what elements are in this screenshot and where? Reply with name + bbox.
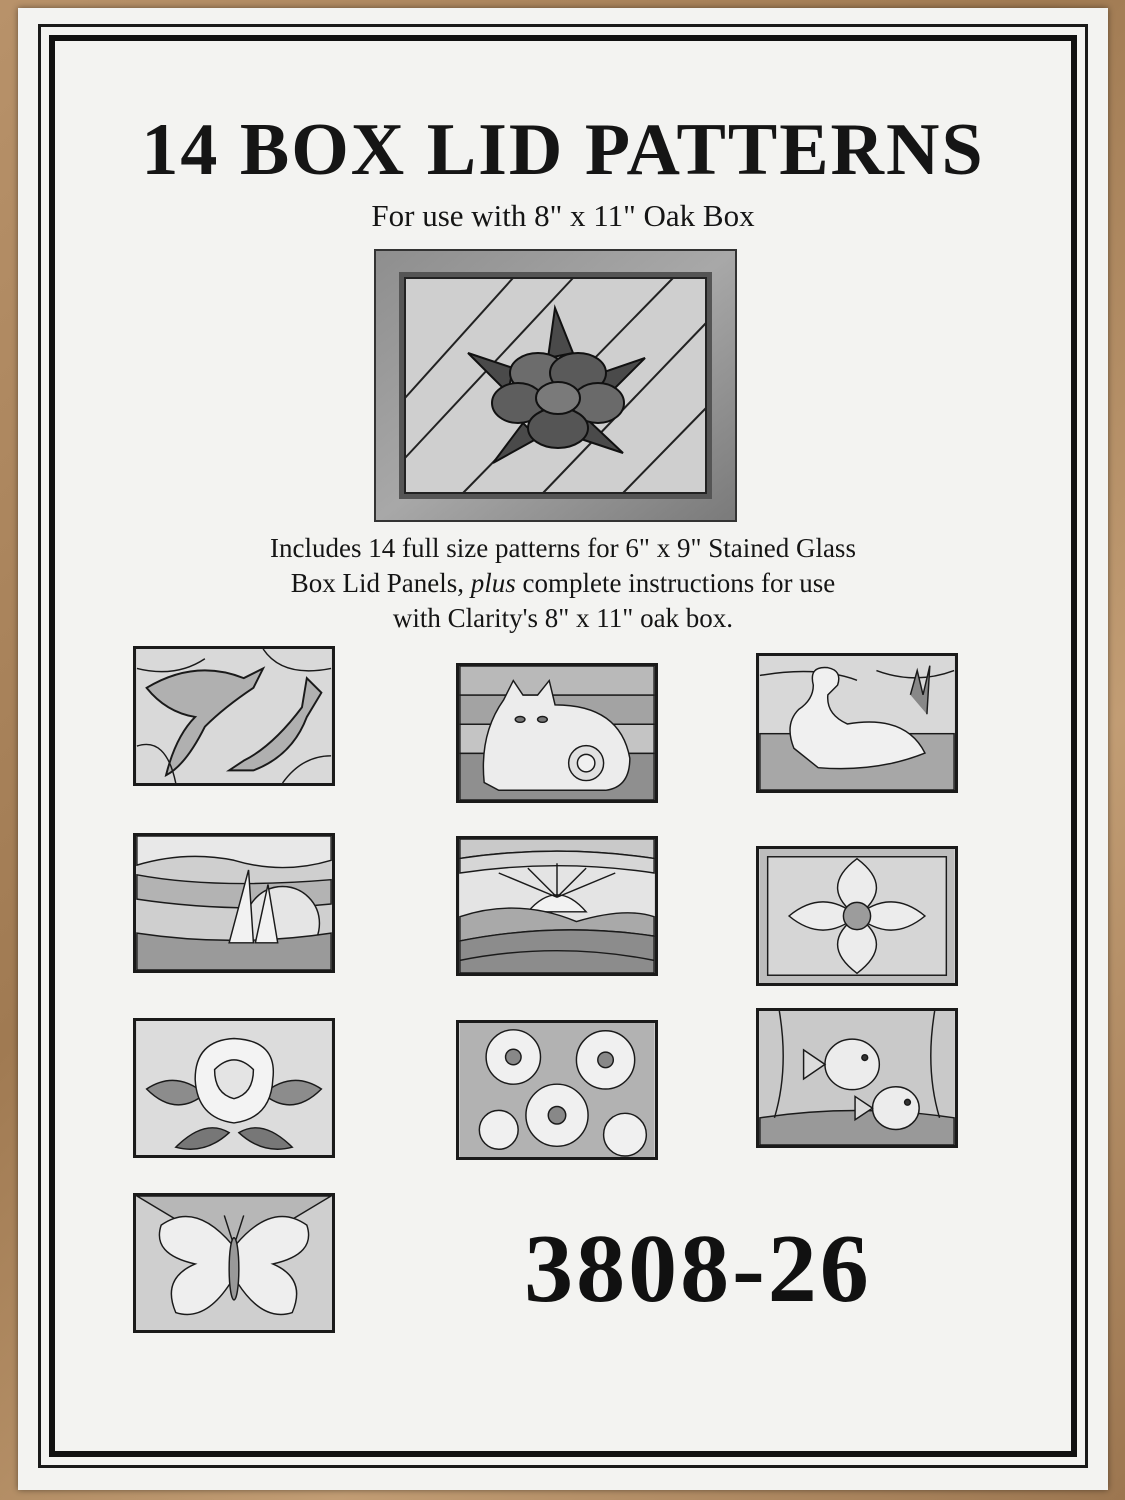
- dolphins-pattern: [133, 646, 335, 786]
- page-title: 14 BOX LID PATTERNS: [141, 109, 985, 191]
- geometric-flower-pattern: [756, 846, 958, 986]
- flowers-pattern: [456, 1020, 658, 1160]
- fish-pattern: [756, 1008, 958, 1148]
- rose-pattern: [133, 1018, 335, 1158]
- description-line-2: [18, 566, 1108, 601]
- swan-pattern: [756, 653, 958, 793]
- sunrise-hills-pattern: [456, 836, 658, 976]
- description-line-1: Includes 14 full size patterns for 6" x 9" Stained Glass: [270, 533, 856, 563]
- description-line-2-end: complete instructions for use: [515, 568, 836, 598]
- cat-pattern: [456, 663, 658, 803]
- description-line-2-start: Box Lid Panels,: [290, 568, 471, 598]
- butterfly-pattern: [133, 1193, 335, 1333]
- product-code: 3808-26: [524, 1215, 872, 1323]
- description-text: [18, 531, 1108, 636]
- description-emphasis: plus: [470, 568, 516, 598]
- oak-box-photo: [373, 248, 738, 523]
- sailboats-pattern: [133, 833, 335, 973]
- pattern-book-cover: [18, 8, 1108, 1490]
- page-subtitle: For use with 8" x 11" Oak Box: [371, 198, 755, 233]
- description-line-3: with Clarity's 8" x 11" oak box.: [392, 603, 734, 633]
